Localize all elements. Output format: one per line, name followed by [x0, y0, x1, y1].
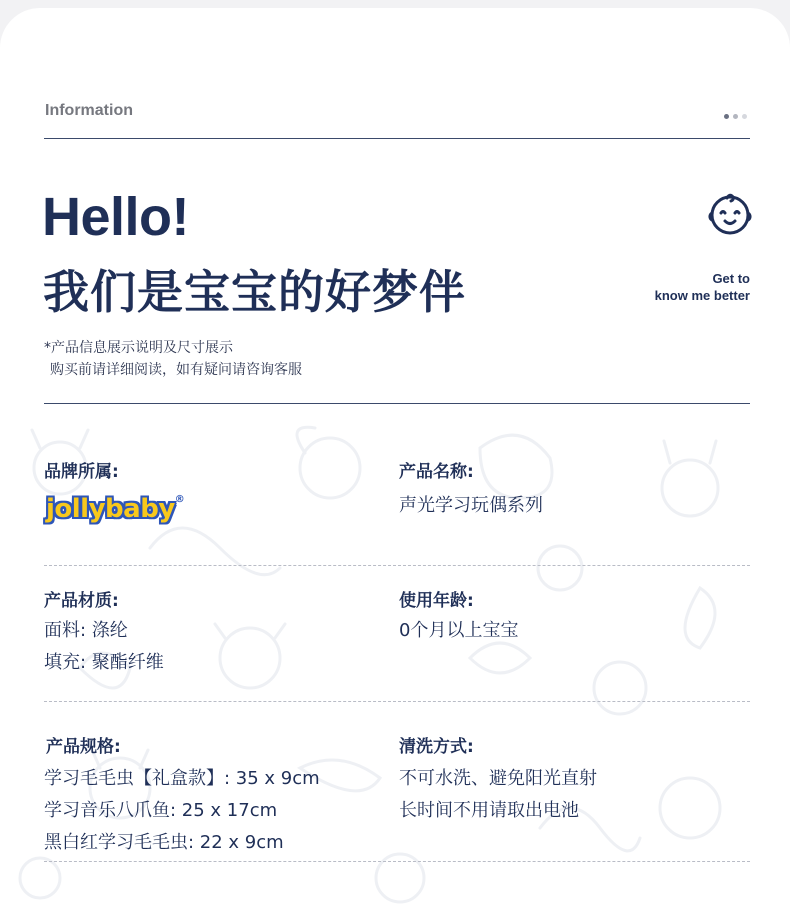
wash-line: 长时间不用请取出电池	[399, 800, 579, 821]
spec-values	[44, 763, 320, 859]
dashed-divider	[44, 701, 750, 702]
greeting-heading: Hello!	[42, 187, 190, 247]
product-note	[44, 337, 302, 381]
page-title: 我们是宝宝的好梦伴	[43, 265, 466, 319]
more-dots-icon	[724, 114, 747, 119]
jollybaby-logo	[46, 494, 184, 524]
get-to-know-text	[655, 270, 750, 304]
material-line: 面料: 涤纶	[44, 620, 128, 641]
section-label: Information	[45, 102, 133, 119]
name-label: 产品名称:	[399, 462, 474, 482]
material-label: 产品材质:	[44, 591, 119, 611]
material-line: 填充: 聚酯纤维	[44, 652, 164, 673]
wash-line: 不可水洗、避免阳光直射	[399, 768, 597, 789]
spec-label: 产品规格:	[46, 737, 121, 757]
note-line-2: 购买前请详细阅读，如有疑问请咨询客服	[50, 362, 302, 378]
registered-mark: ®	[174, 494, 185, 505]
divider	[44, 403, 750, 404]
divider	[44, 138, 750, 139]
age-value: 0个月以上宝宝	[399, 620, 519, 641]
name-value: 声光学习玩偶系列	[399, 495, 543, 516]
get-to-line: Get to	[712, 271, 750, 286]
dashed-divider	[44, 861, 750, 862]
wash-label: 清洗方式:	[399, 737, 474, 757]
spec-line: 学习音乐八爪鱼: 25 x 17cm	[44, 800, 278, 821]
spec-line: 黑白红学习毛毛虫: 22 x 9cm	[44, 832, 284, 853]
age-label: 使用年龄:	[399, 591, 474, 611]
material-values	[44, 615, 164, 679]
dashed-divider	[44, 565, 750, 566]
know-me-line: know me better	[654, 288, 750, 303]
note-line-1: *产品信息展示说明及尺寸展示	[44, 340, 233, 356]
spec-line: 学习毛毛虫【礼盒款】: 35 x 9cm	[44, 768, 320, 789]
logo-text: jollybaby	[46, 494, 175, 524]
brand-label: 品牌所属:	[44, 462, 119, 482]
baby-face-icon	[706, 191, 754, 235]
info-card	[0, 8, 790, 911]
wash-values	[399, 763, 597, 827]
